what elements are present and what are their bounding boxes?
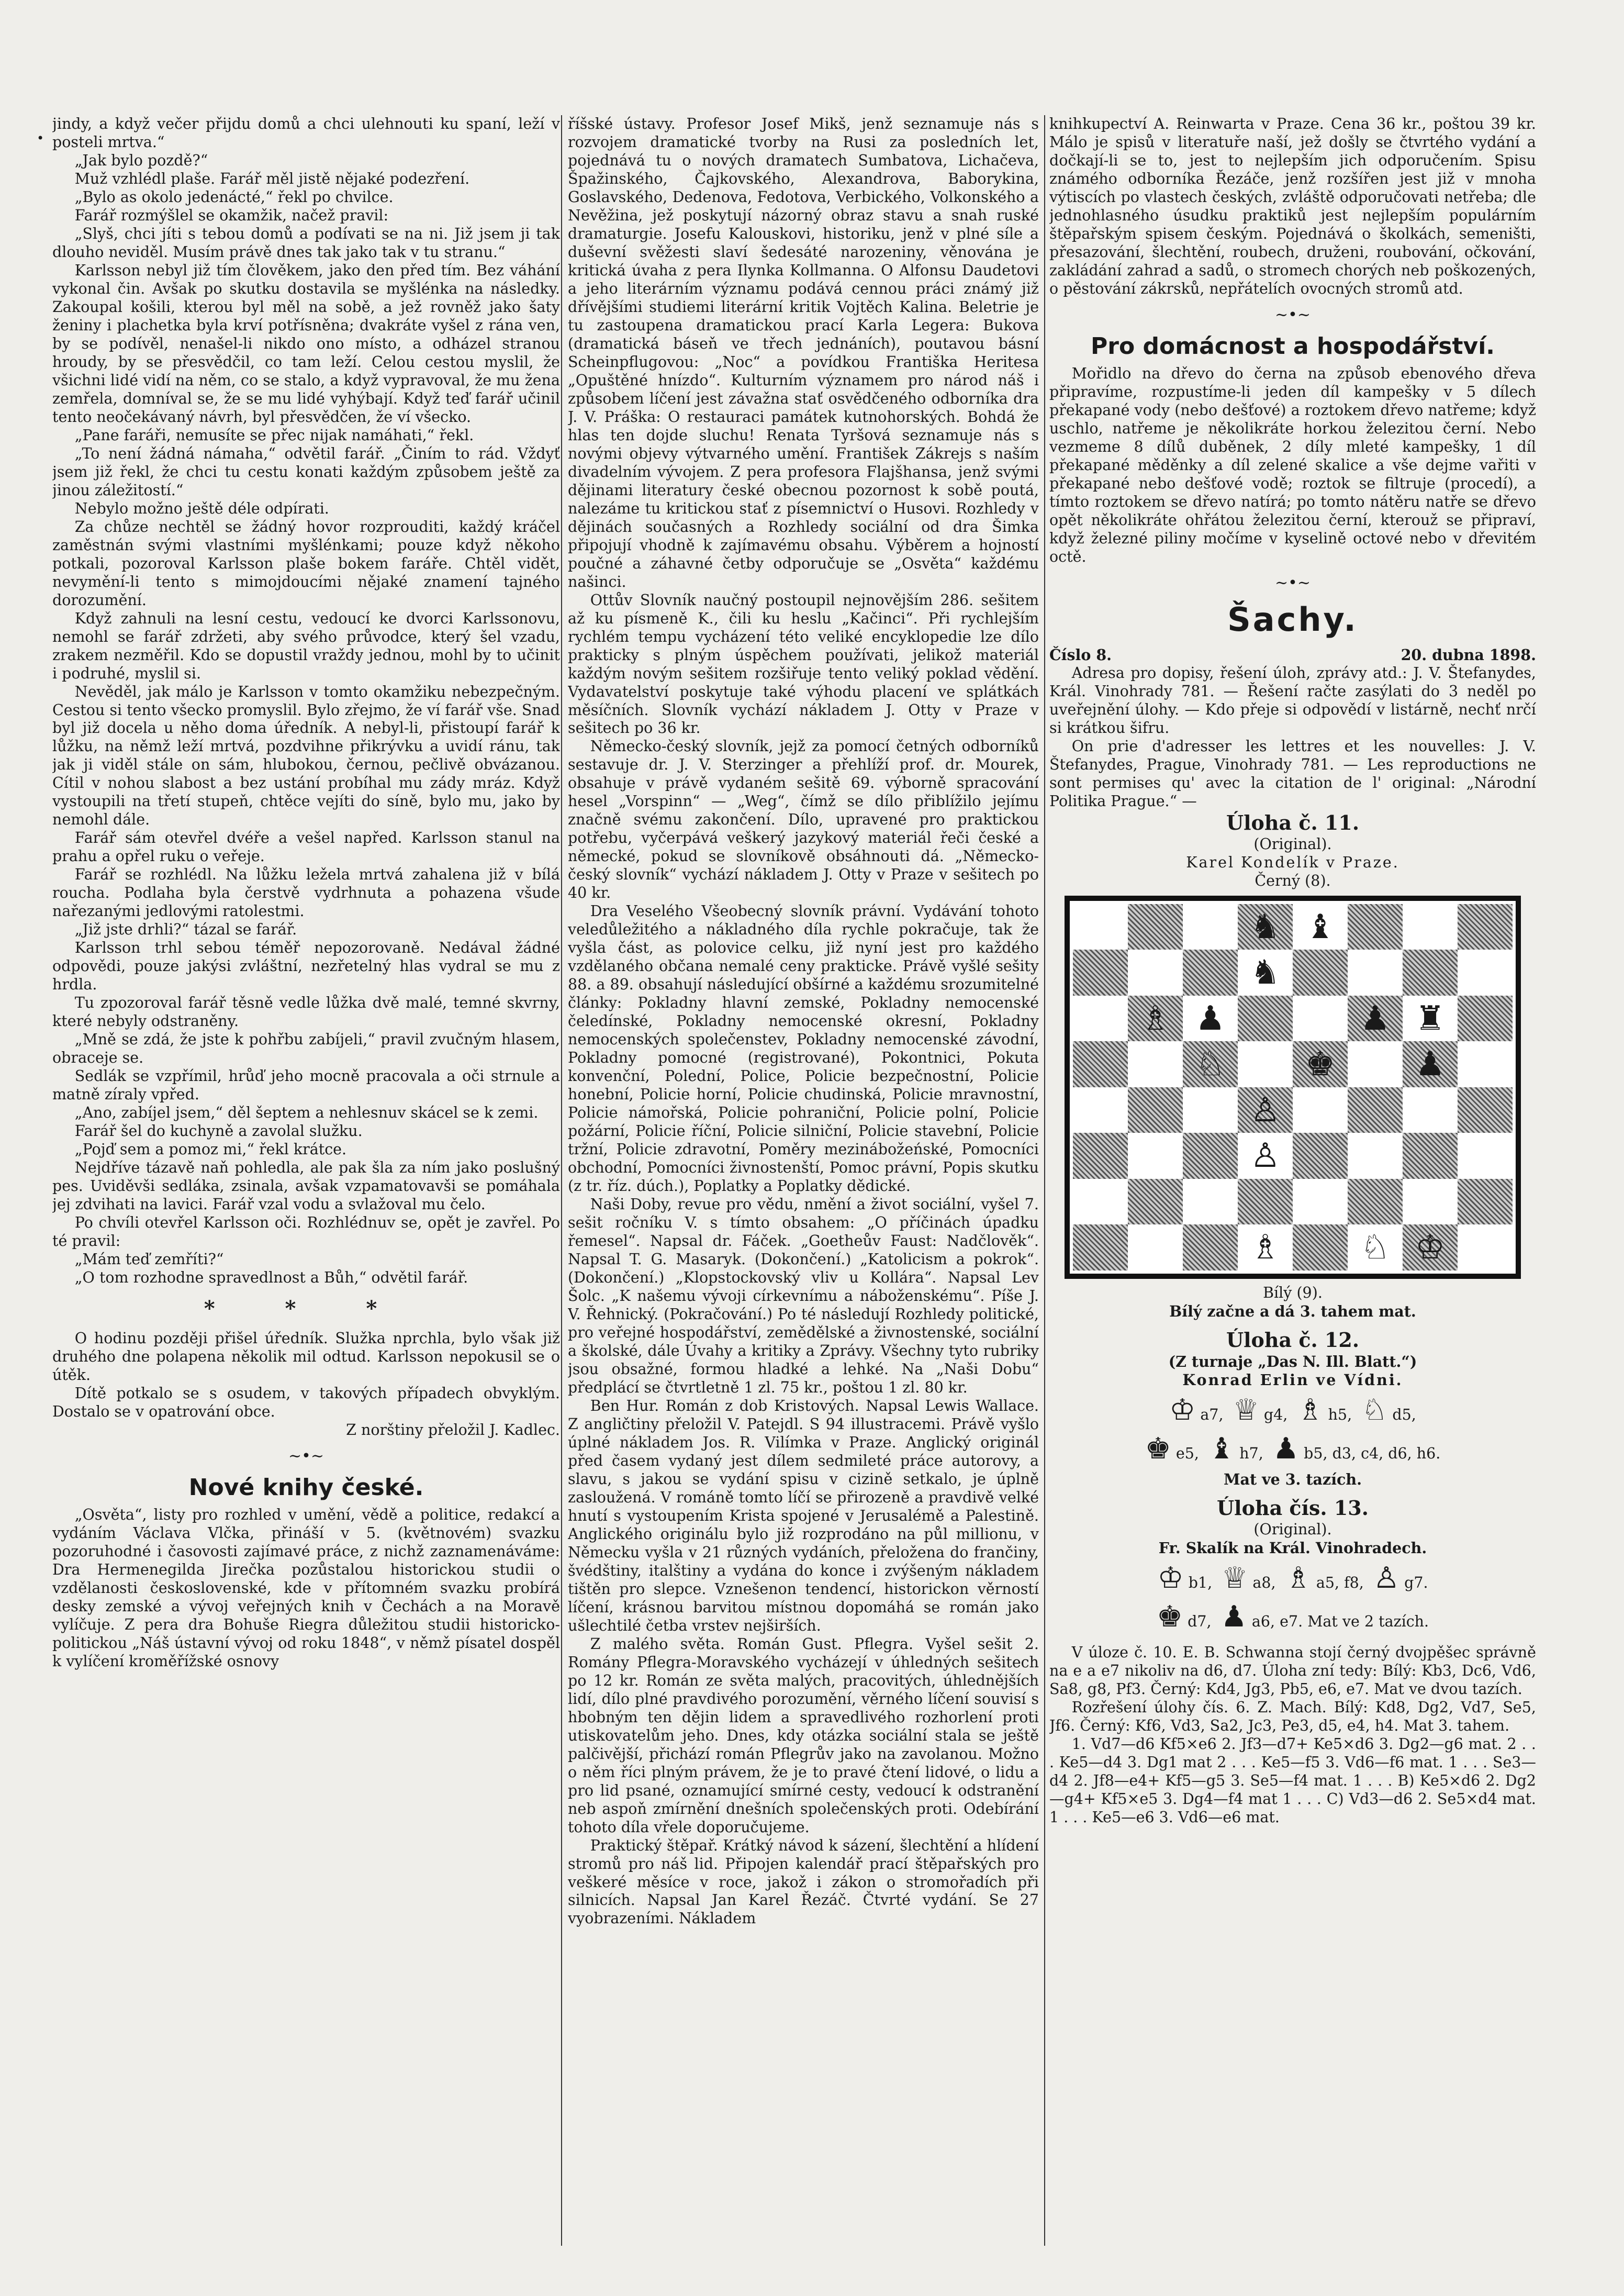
problem-13-original: (Original). (1253, 1520, 1332, 1538)
chess-square (1128, 1133, 1183, 1179)
chess-intro: Adresa pro dopisy, řešení úloh, zprávy atd.: J. V. Štefanydes, Král. Vinohrady 781. — Řešení račte zasýlati do 3 neděl po uveřejnění úlohy. — Kdo přeje si odpovědí v listárně, nechť nrčí si krátkou šifru. (1049, 664, 1536, 737)
chess-square (1403, 950, 1458, 996)
chess-square (1238, 1041, 1293, 1087)
ornament-divider: ~•~ (1275, 573, 1311, 592)
chess-square (1073, 1041, 1128, 1087)
chess-piece-square: ♟ (1403, 1041, 1458, 1087)
book-review: „Osvěta“, listy pro rozhled v umění, vědě a politice, redakcí a vydáním Václava Vlčka, přináší v 5. (květnovém) svazku pozoruhodné i časovosti zajímavé práce, z nichž zaznamenáváme: Dra Hermenegilda Jirečka pozůstalou historickou studii o vzdělanosti československé, kde v přítomném svazku probírá desky zemské a vývoj veřejných knih v Čechách a na Moravě vylíčuje. Z pera dra Bohuše Riegra důležitou studii historicko-politickou „Náš ústavní vývoj od roku 1848“, v němž písatel dospěl k vylíčení kroměřížské osnovy (52, 1506, 560, 1670)
books-text (52, 1506, 560, 1671)
chess-piece-icon: ♕ (1233, 1392, 1259, 1427)
chess-piece-icon: ♝ (1208, 1432, 1235, 1466)
piece-entry (1157, 1561, 1212, 1597)
piece-squares: d5, (1387, 1406, 1416, 1423)
chess-piece-icon: ♟ (1220, 1600, 1247, 1634)
story-paragraph: Dítě potkalo se s osudem, v takových případech obvyklým. Dostalo se v opatrování obce. (52, 1385, 560, 1421)
piece-squares: g7. (1399, 1574, 1428, 1591)
chess-square (1293, 1133, 1348, 1179)
problem-11-title: Úloha č. 11. (1226, 811, 1360, 835)
piece-squares: a5, f8, (1311, 1574, 1364, 1591)
book-review: Dra Veselého Všeobecný slovník právní. Vydávání tohoto veledůležitého a nákladného díla rychle pokračuje, tak že vyšla část, as polovice celku, již nyní jest pro každého vzdělaného občana nemalé ceny prakticke. Právě vyšlé sešity 88. a 89. obsahují následující obšírné a každému srozumitelné články: Pokladny hlavní zemské, Pokladny nemocenské čeledínské, Pokladny nemocenské okresní, Pokladny nemocenských společenstev, Pokladny nemocenské závodní, Pokladny pomocné (registrované), Pokontnici, Pokuta konvenční, Polední, Police, Policie bezpečnostní, Policie honební, Policie horní, Policie chudinská, Policie mravnostní, Policie námořská, Policie pohraniční, Policie polní, Policie požární, Policie říční, Policie silniční, Policie stavební, Policie tržní, Policie zdravotní, Poměry mezinábožeńské, Pomocníci obchodní, Pomocníci živnostenští, Pomoc právní, Popis skutku (z tr. říz. dúch.), Poplatky a Poplatky dědické. (568, 902, 1039, 1195)
chess-piece-square: ♟ (1183, 996, 1238, 1042)
story-paragraph: „Mám teď zemříti?“ (74, 1251, 224, 1268)
chess-piece-square: ♗ (1128, 996, 1183, 1042)
story-paragraph: „Bylo as okolo jedenácté,“ řekl po chvilce. (74, 188, 394, 206)
piece-entry (1145, 1431, 1199, 1467)
story-paragraph: Karlsson trhl sebou téměř nepozorovaně. Nedával žádné odpovědi, pouze jakýsi zvláštní, nezřetelný hlas vydral se mu z hrdla. (52, 939, 560, 994)
chess-issue-bar (1049, 646, 1536, 664)
chess-square (1128, 1224, 1183, 1270)
chess-piece-square: ♜ (1403, 996, 1458, 1042)
column-1-text-2 (52, 1330, 560, 1421)
piece-squares: g4, (1259, 1406, 1288, 1423)
chess-square (1183, 904, 1238, 950)
story-paragraph: „To není žádná námaha,“ odvětil farář. „Činím to rád. Vždyť jsem již řekl, že chci tu cestu konati každým způsobem ještě za jinou záležitostí.“ (52, 444, 560, 499)
chess-square (1293, 1224, 1348, 1270)
chess-square (1128, 1041, 1183, 1087)
story-paragraph: Karlsson nebyl již tím člověkem, jako den před tím. Bez váhání vykonal čin. Avšak po skutku dostavila se myšlénka na následky. Zakoupal košili, kterou byl měl na sobě, a jež rovněž jako šaty ženiny i plachetka byla krví potřísněna; dvakráte vyšel z rána ven, by se podívěl, nenašel-li nikdo ono místo, a odházel stranou hroudy, by se přesvědčil, co tam leží. Celou cestou myslil, že všichni lidé vidí na něm, co se stalo, a když vypravoval, že mu žena zemřela, domníval se, že se mu lidé vyhýbají. Když teď farář učinil tento neočekávaný návrh, byl přesvědčen, že ví všecko. (52, 261, 560, 426)
column-1 (52, 115, 560, 2235)
problem-12-author: Konrad Erlin ve Vídni. (1182, 1370, 1403, 1389)
chess-piece-square: ♘ (1183, 1041, 1238, 1087)
chess-intro-french: On prie d'adresser les lettres et les nouvelles: J. V. Štefanydes, Prague, Vinohrady 781. — Les reproductions ne sont permises qu' avec la citation de l' original: „Národní Politika Prague.“ — (1049, 738, 1536, 810)
chess-solution: Rozřešení úlohy čís. 6. Z. Mach. Bílý: Kd8, Dg2, Vd7, Se5, Jf6. Černý: Kf6, Vd3, Sa2, Jc3, Pe3, d5, e4, h4. Mat 3. tahem. (1049, 1699, 1536, 1735)
chess-square (1458, 1224, 1513, 1270)
books-heading: Nové knihy české. (188, 1474, 424, 1501)
piece-entry (1233, 1392, 1288, 1429)
chess-square (1073, 1087, 1128, 1133)
story-paragraph: Když zahnuli na lesní cestu, vedoucí ke dvorci Karlssonovu, nemohl se farář zdržeti, aby svého průvodce, který šel vzadu, zrakem nezměřil. Kdo se dopustil vraždy jednou, mohl by to učinit i podruhé, myslil si. (52, 609, 560, 682)
black-label: Černý (8). (1255, 872, 1331, 889)
problem-12-black-pieces (1049, 1431, 1536, 1467)
column-rule (1044, 115, 1045, 2246)
chess-square (1183, 1087, 1238, 1133)
story-paragraph: O hodinu později přišel úředník. Služka nprchla, bylo však již druhého dne polapena několik mil odtud. Karlsson nepokusil se o útěk. (52, 1330, 560, 1384)
book-review: Ben Hur. Román z dob Kristových. Napsal Lewis Wallace. Z angličtiny přeložil V. Patejdl. S 94 illustracemi. Právě vyšlo úplné nákladem Jos. R. Vilímka v Praze. Anglický originál před časem vydaný jest dílem sedmileté práce autorovy, a slavu, s jakou se vydání spisu v cizině setkalo, je úplně zasloužená. V románě tomto líčí se přirozeně a pravdivě velké hnutí s vystoupením Krista spojené v Jerusalémě a Palestině. Anglického originálu bylo již rozprodáno na půl millionu, v Německu vyšla v 21 různých vydáních, přeložena do frančiny, švédštiny, italštiny a vydána do konce i zvýšeným nákladem tištěn pro slepce. Vznešenon tendencí, historickon věrností líčení, krásnou barvitou místnou dopomáhá se román jako ušlechtilé četba vrstev nejširších. (568, 1397, 1039, 1634)
column-rule (561, 115, 562, 2246)
chess-square (1183, 1179, 1238, 1225)
chess-square (1293, 1179, 1348, 1225)
piece-squares: a8, (1248, 1574, 1276, 1591)
book-review: knihkupectví A. Reinwarta v Praze. Cena 36 kr., poštou 39 kr. Málo je spisů v literatuře naší, jež došly se čtvrtého vydání a dočkají-li se to, jest to nejlepším jich odporučením. Spisu známého odborníka Řezáče, jenž rozšířen jest již v mnoha výtiscích po vlastech českých, zvláště odporučovati netřeba; dle jednohlasného úsudku praktiků jest nejlepším populárním štěpařským spisem českým. Pojednává o školkách, semeništi, přesazování, šlechtění, roubech, druženi, roubování, očkování, zakládání zahrad a sadů, o stromech chorých neb poškozených, o pěstování zákrsků, nepřátelích ovocných stromů atd. (1049, 115, 1536, 297)
chess-square (1458, 1133, 1513, 1179)
story-paragraph: „Pane faráři, nemusíte se přec nijak namáhati,“ řekl. (74, 426, 474, 444)
problem-11-author: Karel Kondelík v Praze. (1186, 853, 1399, 871)
chess-square (1238, 996, 1293, 1042)
chess-square (1348, 1087, 1403, 1133)
piece-entry (1169, 1392, 1223, 1429)
section-stars: * * * (204, 1296, 409, 1321)
chess-piece-square: ♙ (1238, 1133, 1293, 1179)
chess-piece-square: ♚ (1293, 1041, 1348, 1087)
chess-piece-icon: ♚ (1156, 1600, 1183, 1634)
book-review: říšské ústavy. Profesor Josef Mikš, jenž seznamuje nás s rozvojem dramatické tvorby na Rusi za posledních let, pojednává tu o nových dramatech Sumbatova, Lichačeva, Špažinského, Čajkovského, Alexandrova, Baborykina, Goslavského, Dedenova, Fedotova, Verbického, Volkonského a Nevěžina, jež poskytují názorný obraz stavu a snah ruské dramaturgie. Josefu Kalouskovi, historiku, jenž v plné síle a duševní svěžesti slaví šedesáté narozeniny, věnována je kritická úvaha z pera Ilynka Kollmanna. O Alfonsu Daudetovi a jeho literárním významu podává cennou práci známý již dřívějšími studiemi literární kritik Vojtěch Kalina. Beletrie je tu zastoupena dramatickou prací Karla Legera: Bukova (dramatická báseň ve třech jednáních), poutavou básní Scheinpflugovou: „Noc“ a povídkou Františka Heritesa „Opuštěné hnízdo“. Kulturním významem pro národ náš i způsobem líčení jest závažna stať osvědčeného odborníka dra J. V. Práška: O restauraci památek kutnohorských. Bohdá že hlas ten dojde sluchu! Renata Tyršová seznamuje nás s novými objevy výtvarného umění. František Zákrejs s naším divadelním vývojem. Z pera profesora Flajšhansa, jenž svými dějinami literatury české obecnou pozornost k sobě poutá, nalezáme tu kritickou stať z písemnictví o Husovi. Rozhledy v dějinách současných a Rozhledy sociální od dra Šimka připojují vhodně k zajímavému obsahu. Výběrem a hojností poučné a záhavné četby odporučuje se „Osvěta“ každému našinci. (568, 115, 1039, 590)
column-2-text (568, 115, 1039, 1928)
chess-piece-square: ♞ (1238, 904, 1293, 950)
story-paragraph: Farář se rozhlédl. Na lůžku ležela mrtvá zahalena již v bílá roucha. Podlaha byla čerstvě vydrhnuta a pohazena všude nařezanými jedlovými ratolestmi. (52, 866, 560, 920)
chess-piece-square: ♘ (1348, 1224, 1403, 1270)
book-review: Z malého světa. Román Gust. Pflegra. Vyšel sešit 2. Romány Pflegra-Moravského vycházejí v úhledných sešitech po 12 kr. Román ze světa malých, pracovitých, úhlednějších lidí, dílo plné pravdivého porozumění, věrného líčení souvisí s hbobným ten dějin lidem a spravedlivého rozhorlení proti utiskovatelům jeho. Dnes, kdy otázka sociální stala se ještě palčivější, přichází román Pflegrův jako na zavolanou. Možno o něm říci plným právem, že je to pravé čtení lidové, o lidu a pro lid psané, oznamující smírné cesty, vedoucí k odstranění neb aspoň zmírnění dnešních společenských proti. Odebírání tohoto díla vřele doporučujeme. (568, 1635, 1039, 1836)
problem-13-black-pieces (1049, 1599, 1536, 1635)
story-paragraph: „Pojď sem a pomoz mi,“ řekl krátce. (74, 1141, 347, 1158)
chess-square (1458, 996, 1513, 1042)
story-paragraph: jindy, a když večer přijdu domů a chci ulehnouti ku spaní, leží v posteli mrtva.“ (52, 115, 560, 151)
story-paragraph: „Mně se zdá, že jste k pohřbu zabíjeli,“ pravil zvučným hlasem, obraceje se. (52, 1031, 560, 1067)
story-paragraph: Farář sám otevřel dvéře a vešel napřed. Karlsson stanul na prahu a opřel ruku o veřeje. (52, 829, 560, 865)
chess-square (1403, 1133, 1458, 1179)
chess-square (1458, 904, 1513, 950)
household-text (1049, 365, 1536, 566)
chess-square (1458, 950, 1513, 996)
newspaper-page (31, 79, 1536, 2251)
problem-13-white-pieces (1049, 1561, 1536, 1597)
piece-squares: b5, d3, c4, d6, h6. (1299, 1445, 1441, 1463)
chess-square (1293, 996, 1348, 1042)
chess-solution: V úloze č. 10. E. B. Schwanna stojí černý dvojpěšec správně na e a e7 nikoliv na d6, d7. Úloha zní tedy: Bílý: Kb3, Dc6, Vd6, Sa8, g8, Pf3. Černý: Kd4, Jg3, Pb5, e6, e7. Mat ve dvou tazích. (1049, 1644, 1536, 1698)
story-paragraph: „O tom rozhodne spravedlnost a Bůh,“ odvětil farář. (74, 1269, 468, 1287)
piece-squares: b1, (1183, 1574, 1213, 1591)
chess-square (1073, 904, 1128, 950)
chess-square (1073, 1179, 1128, 1225)
story-paragraph: Nebylo možno ještě déle odpírati. (74, 499, 329, 517)
chess-square (1073, 996, 1128, 1042)
household-tip: Mořidlo na dřevo do černa na způsob ebenového dřeva připravíme, rozpustíme-li jeden díl kampešky v 5 dílech překapané vody (nebo dešťové) a roztokem dřevo natřeme; když uschlo, natřeme je několikráte horkou železitou černí. Nebo vezmeme 8 dílů duběnek, 2 díly mleté kampešky, 1 díl překapané měděnky a díl zelené skalice a vše dejme vařiti v překapané nebo dešťové vodě; roztok se filtruje (procedí), a tímto roztokem se dřevo natírá; po tomto nátěru natře se dřevo opět několikráte ohřátou železitou černí, kterouž se připraví, když železné piliny močíme v kyselině octové nebo v dřevitém octě. (1049, 364, 1536, 565)
chess-square (1128, 1087, 1183, 1133)
piece-entry (1221, 1599, 1429, 1635)
chess-piece-icon: ♔ (1157, 1561, 1184, 1595)
piece-entry (1373, 1561, 1428, 1597)
story-paragraph: „Ano, zabíjel jsem,“ děl šeptem a nehlesnuv skácel se k zemi. (74, 1104, 539, 1122)
problem-12-goal: Mat ve 3. tazích. (1223, 1470, 1362, 1489)
piece-squares: a6, e7. Mat ve 2 tazích. (1247, 1613, 1429, 1631)
chess-square (1458, 1041, 1513, 1087)
chess-square (1458, 1179, 1513, 1225)
ornament-divider: ~•~ (288, 1447, 324, 1466)
chess-square (1293, 1087, 1348, 1133)
column-3-text (1049, 115, 1536, 298)
chess-piece-icon: ♔ (1169, 1392, 1196, 1427)
problem-11-original: (Original). (1253, 835, 1332, 853)
chess-board (1065, 896, 1521, 1279)
problem-12-title: Úloha č. 12. (1226, 1328, 1360, 1352)
chess-square (1348, 904, 1403, 950)
piece-entry (1157, 1599, 1212, 1635)
chess-square (1238, 1179, 1293, 1225)
book-review: Praktický štěpař. Krátký návod k sázení, šlechtění a hlídení stromů pro náš lid. Připojen kalendář prací štěpařských pro veškeré měsíce v roce, jakož i zákon o stromořadích při silnicích. Napsal Jan Karel Řezáč. Čtvrté vydání. Se 27 vyobrazeními. Nákladem (568, 1836, 1039, 1927)
book-review: Naši Doby, revue pro vědu, nmění a život sociální, vyšel 7. sešit ročníku V. s tímto obsahem: „O příčinách úpadku řemesel“. Napsal dr. Fáček. „Goetheův Faust: Nadčlověk“. Napsal T. G. Masaryk. (Dokončení.) „Katolicism a pokrok“. (Dokončení.) „Klopstockovský vliv u Kollára“. Napsal Lev Šolc. „K našemu vývoji církevnímu a náboženskému“. Píše J. V. Řehnický. (Pokračování.) Po té následují Rozhledy politické, pro veřejné hospodářství, zemědělské a živnostenské, sociální a školské, dále Úvahy a kritiky a Zprávy. Všechny tyto rubriky jsou obsažné, formou hladké a lehké. Na „Naši Dobu“ předplácí se čtvrtletně 1 zl. 75 kr., poštou 1 zl. 80 kr. (568, 1196, 1039, 1396)
chess-square (1403, 1087, 1458, 1133)
chess-square (1073, 950, 1128, 996)
chess-piece-icon: ♕ (1222, 1561, 1248, 1595)
chess-square (1128, 1179, 1183, 1225)
story-paragraph: Nejdříve tázavě naň pohledla, ale pak šla za ním jako poslušný pes. Uviděvši sedláka, zsinala, avšak vzpamatovavši se pomáhala jej zdvihati na lavici. Farář vzal vodu a svlažoval mu čelo. (52, 1159, 560, 1213)
piece-squares: h5, (1323, 1406, 1352, 1423)
chess-square (1183, 1224, 1238, 1270)
chess-square (1348, 1133, 1403, 1179)
piece-entry (1208, 1431, 1263, 1467)
piece-squares: a7, (1195, 1406, 1224, 1423)
household-heading: Pro domácnost a hospodářství. (1091, 332, 1495, 360)
chess-piece-icon: ♚ (1145, 1432, 1171, 1466)
chess-piece-square: ♝ (1293, 904, 1348, 950)
problem-13-title: Úloha čís. 13. (1217, 1496, 1369, 1520)
chess-piece-icon: ♗ (1285, 1561, 1312, 1595)
book-review: Ottův Slovník naučný postoupil nejnovějším 286. sešitem až ku písmeně K., čili ku heslu „Kačinci“. Při rychlejším rychlém tempu vycházení této veliké encyklopedie lze dílo prakticky s plným úspěchem používati, jelikož materiál každým novým sešitem rozšiřuje tento veliký poklad vědění. Vydavatelství poskytuje také výhodu placení ve splátkách měsíčních. Slovník vychází nákladem J. Otty v Praze v sešitech po 36 kr. (568, 591, 1039, 737)
chess-piece-icon: ♗ (1297, 1392, 1324, 1427)
story-paragraph: „Jak bylo pozdě?“ (74, 151, 208, 169)
book-review: Německo-český slovník, jejž za pomocí četných odborníků sestavuje dr. J. V. Sterzinger a přehlíží prof. dr. Mourek, obsahuje v právě vydaném sešitě 69. výborně spracování hesel „Vorspinn“ — „Weg“, čímž se dílo přiblížilo jejímu značně svému zakončení. Dílo, upravené pro praktickou potřebu, vyčerpává veškerý jazykový materiál řeči české a německé, pokud se slovníkově obsáhnouti dá. „Německo-český slovník“ vychází nákladem J. Otty v Praze v sešitech po 40 kr. (568, 738, 1039, 902)
column-2 (568, 115, 1039, 2235)
story-paragraph: Sedlák se vzpřímil, hrůď jeho mocně pracovala a oči strnule a matně zíraly vpřed. (52, 1067, 560, 1104)
story-paragraph: Farář rozmýšlel se okamžik, načež pravil: (74, 206, 389, 224)
chess-square (1183, 1133, 1238, 1179)
white-label: Bílý (9). (1263, 1284, 1323, 1301)
chess-piece-square: ♗ (1238, 1224, 1293, 1270)
story-paragraph: „Již jste drhli?“ tázal se farář. (74, 921, 297, 939)
piece-entry (1285, 1561, 1364, 1597)
piece-entry (1222, 1561, 1275, 1597)
ornament-divider: ~•~ (1275, 305, 1311, 324)
chess-solution: 1. Vd7—d6 Kf5×e6 2. Jf3—d7+ Ke5×d6 3. Dg2—g6 mat. 2 . . . Ke5—d4 3. Dg1 mat 2 . . . Ke5—f5 3. Vd6—f6 mat. 1 . . . Se3—d4 2. Jf8—e4+ Kf5—g5 3. Se5—f4 mat. 1 . . . B) Ke5×d6 2. Dg2—g4+ Kf5×e5 3. Dg4—f4 mat 1 . . . C) Vd3—d6 2. Se5×d4 mat. 1 . . . Ke5—e6 3. Vd6—e6 mat. (1049, 1735, 1536, 1826)
chess-square (1183, 950, 1238, 996)
chess-square (1348, 1179, 1403, 1225)
story-paragraph: Farář šel do kuchyně a zavolal služku. (74, 1122, 363, 1140)
story-paragraph: Za chůze nechtěl se žádný hovor rozprouditi, každý kráčel zaměstnán svými vlastními myšlénkami; pouze když někoho potkali, pozoroval Karlsson plaše bokem faráře. Chtěl vidět, nevymění-li tento s mimojdoucími nějaké znamení tajného dorozumění. (52, 518, 560, 609)
problem-11-goal: Bílý začne a dá 3. tahem mat. (1169, 1302, 1416, 1320)
problem-13-author: Fr. Skalík na Král. Vinohradech. (1158, 1539, 1427, 1557)
chess-date: 20. dubna 1898. (1401, 646, 1536, 664)
piece-squares: d7, (1183, 1613, 1212, 1631)
piece-entry (1361, 1392, 1416, 1429)
piece-entry (1273, 1431, 1441, 1467)
chess-square (1348, 1041, 1403, 1087)
chess-piece-square: ♔ (1403, 1224, 1458, 1270)
problem-12-white-pieces (1049, 1392, 1536, 1429)
chess-square (1128, 904, 1183, 950)
margin-dot: • (37, 131, 44, 146)
chess-piece-icon: ♙ (1373, 1561, 1400, 1595)
story-paragraph: Nevěděl, jak málo je Karlsson v tomto okamžiku nebezpečným. Cestou si tento všecko promyslil. Bylo zřejmo, že ví farář vše. Snad byl již docela u něho doma úředník. A nebyl-li, přistoupí farář k lůžku, na němž leží mrtvá, pozdvihne přikrývku a uvidí ránu, tak jak ji viděl stále on sám, hlubokou, černou, pečlivě obvázanou. Cítil v nohou slabost a bez ustání probíhal mu zády mráz. Když vystoupili na třetí stupeň, chtěce vejíti do síně, bylo mu, jako by nemohl dále. (52, 683, 560, 829)
chess-number: Číslo 8. (1049, 646, 1112, 664)
chess-square (1073, 1133, 1128, 1179)
column-3 (1049, 115, 1536, 2235)
column-1-text (52, 115, 560, 1287)
translation-credit: Z norštiny přeložil J. Kadlec. (346, 1421, 560, 1439)
chess-heading: Šachy. (1227, 600, 1358, 639)
chess-piece-icon: ♘ (1361, 1392, 1388, 1427)
chess-piece-square: ♙ (1238, 1087, 1293, 1133)
chess-piece-square: ♟ (1348, 996, 1403, 1042)
story-paragraph: Po chvíli otevřel Karlsson oči. Rozhlédnuv se, opět je zavřel. Po té pravil: (52, 1214, 560, 1250)
piece-squares: h7, (1235, 1445, 1263, 1463)
chess-square (1348, 950, 1403, 996)
chess-piece-icon: ♟ (1272, 1432, 1300, 1466)
chess-square (1403, 904, 1458, 950)
chess-solutions (1049, 1644, 1536, 1827)
chess-square (1458, 1087, 1513, 1133)
story-paragraph: Tu zpozoroval farář těsně vedle lůžka dvě malé, temné skvrny, které nebyly odstraněny. (52, 994, 560, 1030)
story-paragraph: Muž vzhlédl plaše. Farář měl jistě nějaké podezření. (74, 170, 470, 187)
chess-square (1403, 1179, 1458, 1225)
piece-squares: e5, (1171, 1445, 1199, 1463)
chess-square (1293, 950, 1348, 996)
piece-entry (1297, 1392, 1352, 1429)
chess-square (1073, 1224, 1128, 1270)
story-paragraph: „Slyš, chci jíti s tebou domů a podívati se na ni. Již jsem ji tak dlouho neviděl. Musím právě dnes tak jako tak v tu stranu.“ (52, 225, 560, 261)
chess-square (1128, 950, 1183, 996)
problem-12-source: (Z turnaje „Das N. Ill. Blatt.“) (1168, 1352, 1417, 1370)
chess-piece-square: ♞ (1238, 950, 1293, 996)
chess-board-grid (1073, 904, 1513, 1270)
